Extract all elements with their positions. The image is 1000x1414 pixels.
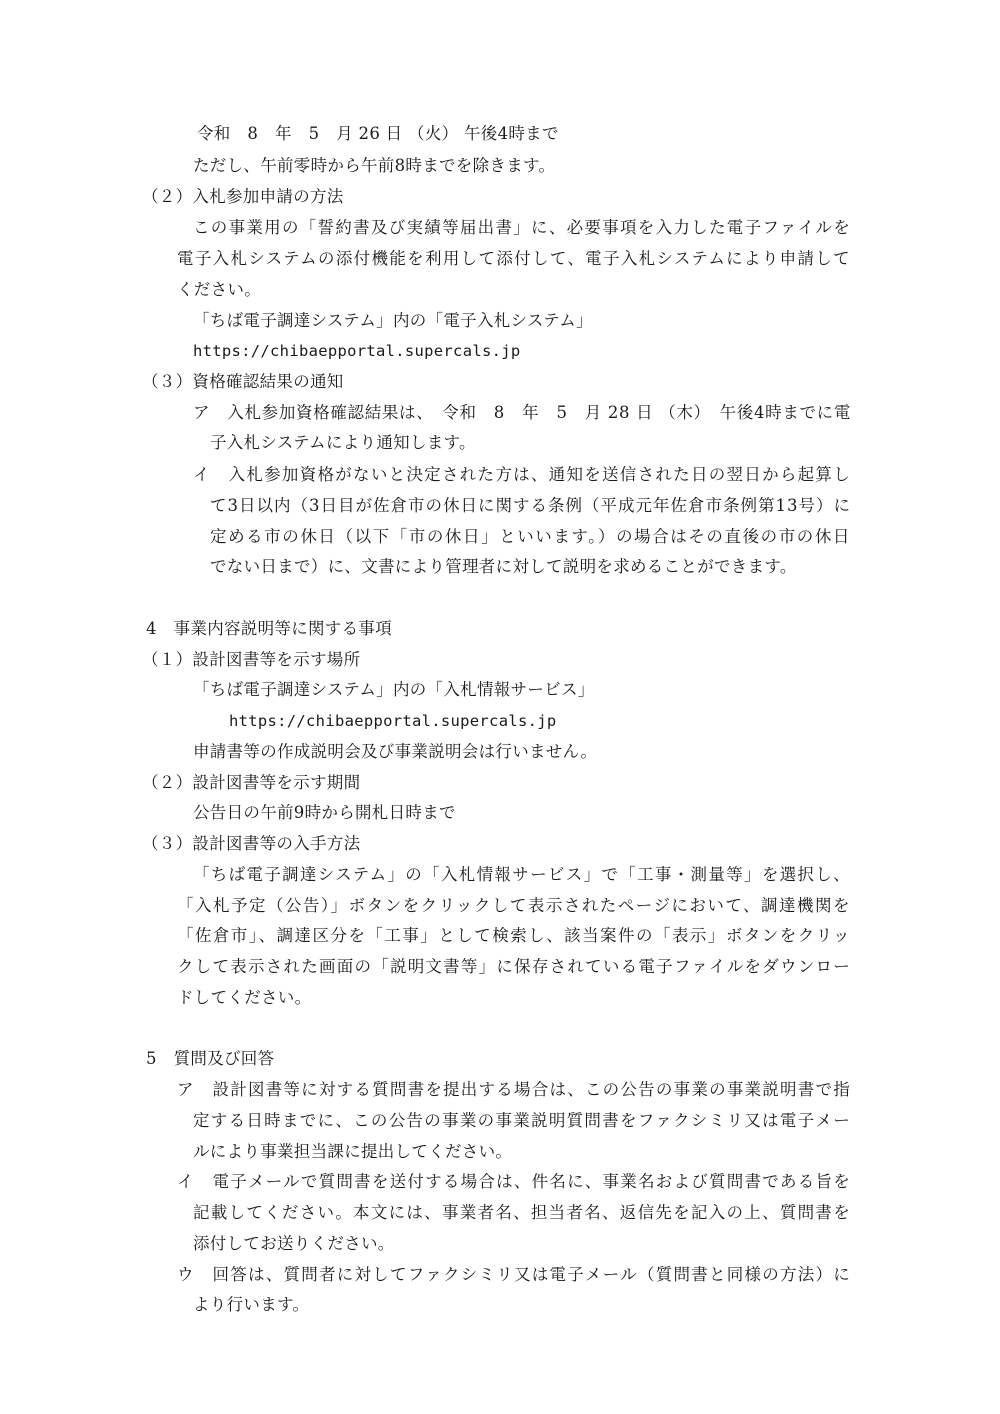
subsection-heading-location: （１）設計図書等を示す場所 [142, 650, 361, 669]
item-i-line: 記載してください。本文には、事業者名、担当者名、返信先を記入の上、質問書を [193, 1203, 851, 1222]
item-i-line: でない日まで）に、文書により管理者に対して説明を求めることができます。 [210, 557, 797, 576]
item-a-line: 定する日時までに、この公告の事業の事業説明質問書をファクシミリ又は電子メー [193, 1111, 851, 1130]
item-i-line: て3日以内（3日目が佐倉市の休日に関する条例（平成元年佐倉市条例第13号）に [210, 496, 851, 515]
system-name: 「ちば電子調達システム」内の「電子入札システム」 [193, 311, 593, 330]
item-a-line: 子入札システムにより通知します。 [210, 433, 476, 452]
subsection-heading-application-method: （２）入札参加申請の方法 [142, 187, 344, 206]
section-heading-4: 4 事業内容説明等に関する事項 [146, 619, 392, 638]
subsection-heading-period: （２）設計図書等を示す期間 [142, 773, 361, 792]
portal-url: https://chibaepportal.supercals.jp [193, 342, 521, 360]
application-time-exclusion: ただし、午前零時から午前8時までを除きます。 [193, 156, 556, 175]
item-i-line: 定める市の休日（以下「市の休日」といいます。）の場合はその直後の市の休日 [210, 527, 851, 546]
period-text: 公告日の午前9時から開札日時まで [193, 803, 456, 822]
paragraph-line: 「ちば電子調達システム」の「入札情報サービス」で「工事・測量等」を選択し、 [193, 865, 851, 884]
portal-url: https://chibaepportal.supercals.jp [229, 712, 557, 730]
paragraph-line: 電子入札システムの添付機能を利用して添付して、電子入札システムにより申請して [177, 249, 851, 268]
application-deadline: 令和 8 年 5 月 26 日 （火） 午後4時まで [197, 124, 559, 143]
paragraph-line: クして表示された画面の「説明文書等」に保存されている電子ファイルをダウンロー [177, 957, 851, 976]
subsection-heading-result-notice: （３）資格確認結果の通知 [142, 372, 344, 391]
item-a-line: ルにより事業担当課に提出してください。 [193, 1142, 513, 1161]
item-a-line: ア 入札参加資格確認結果は、 令和 8 年 5 月 28 日 （木） 午後4時までに電 [193, 403, 851, 422]
item-i-line: イ 電子メールで質問書を送付する場合は、件名に、事業名および質問書である旨を [177, 1172, 851, 1191]
paragraph-line: この事業用の「誓約書及び実績等届出書」に、必要事項を入力した電子ファイルを [193, 218, 851, 237]
paragraph-line: ください。 [177, 280, 261, 299]
item-u-line: より行います。 [193, 1295, 310, 1314]
item-i-line: 添付してお送りください。 [193, 1234, 395, 1253]
paragraph-line: 「佐倉市」、調達区分を「工事」として検索し、該当案件の「表示」ボタンをクリッ [177, 926, 851, 945]
section-heading-5: 5 質問及び回答 [146, 1049, 275, 1068]
briefing-note: 申請書等の作成説明会及び事業説明会は行いません。 [193, 742, 598, 761]
paragraph-line: 「入札予定（公告）」ボタンをクリックして表示されたページにおいて、調達機関を [177, 896, 851, 915]
item-a-line: ア 設計図書等に対する質問書を提出する場合は、この公告の事業の事業説明書で指 [177, 1080, 851, 1099]
item-i-line: イ 入札参加資格がないと決定された方は、通知を送信された日の翌日から起算し [193, 465, 851, 484]
paragraph-line: ドしてください。 [177, 988, 312, 1007]
subsection-heading-acquisition: （３）設計図書等の入手方法 [142, 834, 361, 853]
system-name: 「ちば電子調達システム」内の「入札情報サービス」 [193, 680, 595, 699]
item-u-line: ウ 回答は、質問者に対してファクシミリ又は電子メール（質問書と同様の方法）に [177, 1265, 851, 1284]
